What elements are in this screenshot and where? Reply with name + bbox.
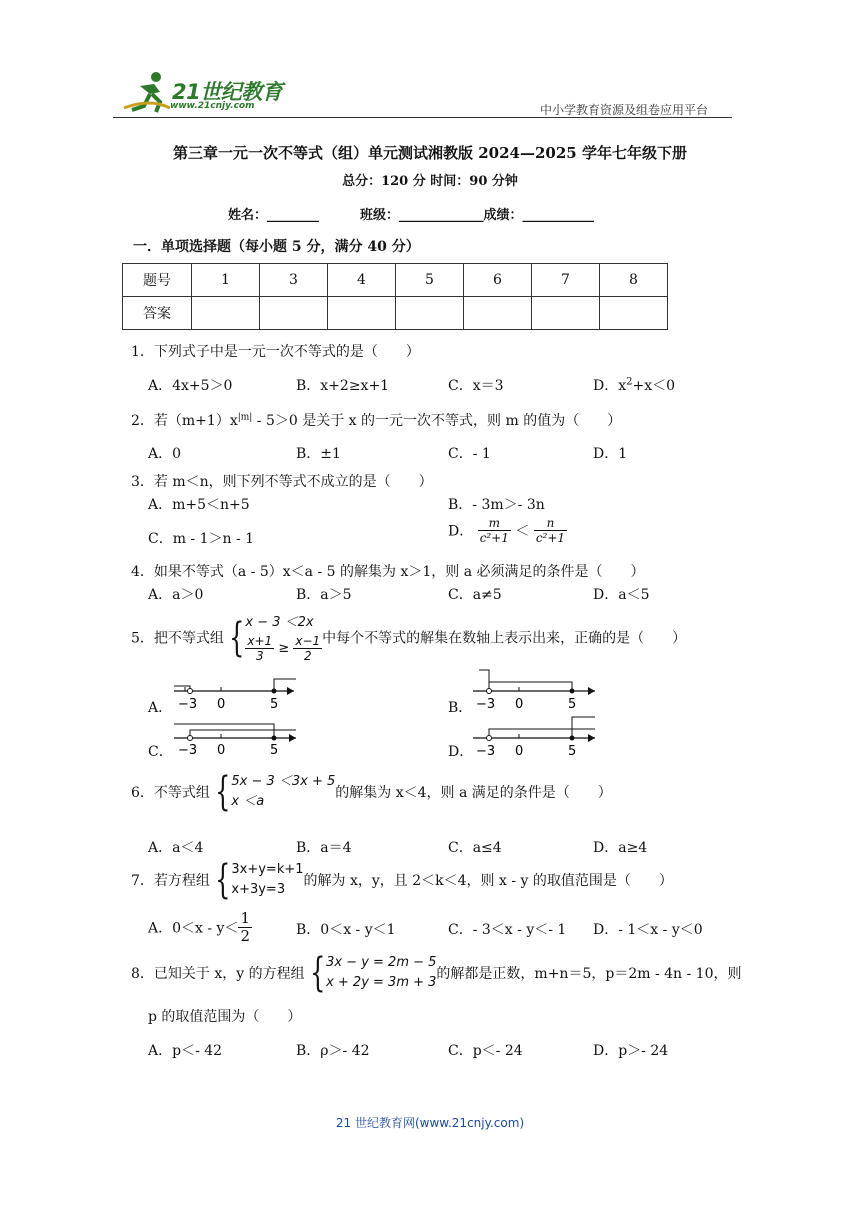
question-8-stem	[131, 950, 742, 997]
page-title: 第三章一元一次不等式（组）单元测试湘教版 2024—2025 学年七年级下册	[173, 144, 687, 162]
q1-d-rest: +x＜0	[632, 378, 676, 394]
name-field: 姓名：________	[228, 208, 320, 223]
table-cell: 3	[260, 264, 328, 297]
header-divider	[113, 117, 732, 118]
tick-label: −3	[476, 744, 496, 758]
page-subtitle: 总分：120 分 时间：90 分钟	[342, 174, 518, 189]
runner-icon	[120, 68, 172, 116]
class-score-field: 班级：_____________成绩：___________	[360, 208, 595, 223]
table-cell: 7	[532, 264, 600, 297]
q4-option-b: B．a＞5	[296, 587, 352, 603]
q2-option-b: B．±1	[296, 446, 341, 462]
brace: {	[215, 857, 231, 903]
question-1-stem: 1．下列式子中是一元一次不等式的是（ ）	[131, 344, 420, 360]
system-line-1: 3x+y=k+1	[231, 862, 304, 877]
q2-option-a: A．0	[148, 446, 182, 462]
logo-url: www.21cnjy.com	[170, 101, 255, 111]
q2-option-d: D．1	[593, 446, 628, 462]
q7-option-b: B．0＜x ‐ y＜1	[296, 922, 396, 938]
q6-stem-post: 的解集为 x＜4，则 a 满足的条件是（ ）	[335, 785, 612, 801]
q6-option-b: B．a＝4	[296, 840, 352, 856]
q8-stem-pre: 8．已知关于 x，y 的方程组	[131, 966, 305, 982]
answer-cell[interactable]	[600, 297, 668, 330]
system-line-2: x + 2y = 3m + 3	[326, 975, 437, 990]
table-cell: 题号	[123, 264, 192, 297]
q3-d-label: D．	[448, 523, 474, 540]
q2-stem-pre: 2．若（m+1）x	[131, 413, 238, 429]
system-line-1: x − 3 ＜2x	[245, 615, 314, 630]
numerator: x−1	[295, 634, 321, 648]
q1-d-base: D．x	[593, 378, 627, 394]
numerator: x+1	[247, 634, 273, 648]
inequality-system	[245, 612, 322, 663]
brace: {	[215, 769, 231, 815]
table-cell: 6	[464, 264, 532, 297]
fraction	[478, 516, 511, 545]
number-line-a	[172, 672, 302, 712]
q8-option-b: B．ρ＞‐ 42	[296, 1043, 370, 1059]
table-row	[123, 297, 668, 330]
table-cell: 答案	[123, 297, 192, 330]
answer-cell[interactable]	[464, 297, 532, 330]
answer-table	[122, 263, 668, 330]
system-line-2: x ＜a	[231, 794, 265, 809]
q8-option-c: C．p＜‐ 24	[448, 1043, 523, 1059]
table-cell: 5	[396, 264, 464, 297]
tick-label: −3	[476, 697, 496, 712]
q2-exponent: |m|	[237, 412, 253, 423]
numerator: n	[534, 516, 567, 531]
q4-option-a: A．a＞0	[148, 587, 204, 603]
system-line-1: 3x − y = 2m − 5	[326, 955, 437, 970]
fraction	[293, 634, 322, 663]
q1-option-a: A．4x+5＞0	[148, 378, 233, 394]
question-3-stem: 3．若 m＜n，则下列不等式不成立的是（ ）	[131, 474, 433, 490]
tick-label: 5	[270, 743, 279, 758]
equation-system	[326, 953, 436, 993]
fraction	[245, 634, 274, 663]
logo	[120, 68, 290, 116]
equation-system	[231, 860, 303, 900]
fraction	[534, 516, 567, 545]
denominator: c²+1	[535, 531, 566, 545]
q7-option-c: C．‐ 3＜x ‐ y＜‐ 1	[448, 922, 567, 938]
q3-option-d	[448, 516, 567, 545]
geq-sign: ≥	[278, 641, 290, 656]
answer-cell[interactable]	[396, 297, 464, 330]
q5-option-d: D．	[448, 744, 474, 760]
brace: {	[309, 950, 325, 996]
table-cell: 4	[328, 264, 396, 297]
q1-d-exponent: 2	[626, 376, 633, 388]
table-cell: 1	[192, 264, 260, 297]
q8-stem-line-2: p 的取值范围为（ ）	[148, 1009, 302, 1025]
denominator: 2	[303, 649, 312, 663]
table-row	[123, 264, 668, 297]
q1-option-d	[593, 375, 675, 395]
system-line-2: x+3y=3	[231, 882, 286, 897]
q6-stem-pre: 6．不等式组	[131, 785, 210, 801]
denominator: 3	[255, 649, 264, 663]
fraction	[238, 910, 252, 945]
q1-option-c: C．x＝3	[448, 378, 504, 394]
platform-label: 中小学教育资源及组卷应用平台	[540, 103, 709, 117]
q7-option-d: D．‐ 1＜x ‐ y＜0	[593, 922, 703, 938]
q8-option-d: D．p＞‐ 24	[593, 1043, 669, 1059]
tick-label: 0	[217, 743, 226, 758]
number-line-c	[172, 718, 302, 758]
table-cell: 8	[600, 264, 668, 297]
tick-label: 0	[515, 697, 524, 712]
less-than: ＜	[515, 523, 530, 540]
q8-stem-post: 的解都是正数，m+n＝5，p＝2m ‐ 4n ‐ 10，则	[436, 966, 742, 982]
q5-option-a: A．	[148, 700, 173, 716]
q4-option-d: D．a＜5	[593, 587, 650, 603]
q7-a-pre: A．0＜x ‐ y＜	[148, 920, 239, 937]
number-line-b	[471, 666, 601, 712]
question-7-stem	[131, 857, 673, 904]
tick-label: 5	[568, 697, 577, 712]
numerator: 1	[240, 909, 250, 927]
answer-cell[interactable]	[328, 297, 396, 330]
q3-option-a: A．m+5＜n+5	[148, 497, 250, 513]
tick-label: −3	[178, 743, 198, 758]
q1-option-b: B．x+2≥x+1	[296, 378, 390, 394]
tick-label: 0	[515, 744, 524, 758]
denominator: c²+1	[479, 531, 509, 545]
answer-cell[interactable]	[192, 297, 260, 330]
q3-option-c: C．m ‐ 1＞n ‐ 1	[148, 531, 255, 547]
number-line-d	[471, 712, 601, 758]
q5-option-b: B．	[448, 700, 473, 716]
question-4-stem: 4．如果不等式（a ‐ 5）x＜a ‐ 5 的解集为 x＞1，则 a 必须满足的条件是（ ）	[131, 564, 645, 580]
tick-label: −3	[178, 697, 198, 712]
question-2-stem	[131, 410, 621, 430]
q2-option-c: C．‐ 1	[448, 446, 491, 462]
tick-label: 5	[568, 744, 577, 758]
question-5-stem	[131, 612, 686, 664]
q7-stem-pre: 7．若方程组	[131, 873, 210, 889]
q6-option-a: A．a＜4	[148, 840, 204, 856]
answer-cell[interactable]	[260, 297, 328, 330]
answer-cell[interactable]	[532, 297, 600, 330]
inequality-system	[231, 772, 335, 812]
denominator: 2	[240, 927, 250, 945]
numerator: m	[478, 516, 511, 531]
tick-label: 0	[217, 697, 226, 712]
footer-link[interactable]: 21 世纪教育网(www.21cnjy.com)	[335, 1116, 525, 1130]
question-6-stem	[131, 769, 612, 818]
q4-option-c: C．a≠5	[448, 587, 502, 603]
q6-option-c: C．a≤4	[448, 840, 502, 856]
q5-stem-pre: 5．把不等式组	[131, 630, 224, 647]
brace: {	[229, 614, 245, 661]
system-line-1: 5x − 3 ＜3x + 5	[231, 774, 336, 789]
section-heading: 一．单项选择题（每小题 5 分，满分 40 分）	[133, 239, 420, 255]
logo-text: 21世纪教育	[172, 80, 283, 104]
q5-stem-post: 中每个不等式的解集在数轴上表示出来，正确的是（ ）	[322, 630, 687, 647]
q8-option-a: A．p＜‐ 42	[148, 1043, 223, 1059]
q2-stem-post: ‐ 5＞0 是关于 x 的一元一次不等式，则 m 的值为（ ）	[252, 413, 622, 429]
q7-option-a	[148, 910, 252, 945]
q7-stem-post: 的解为 x，y，且 2＜k＜4，则 x ‐ y 的取值范围是（ ）	[303, 873, 673, 889]
q3-option-b: B．‐ 3m＞‐ 3n	[448, 497, 545, 513]
tick-label: 5	[270, 697, 279, 712]
q6-option-d: D．a≥4	[593, 840, 648, 856]
q5-option-c: C．	[148, 744, 173, 760]
